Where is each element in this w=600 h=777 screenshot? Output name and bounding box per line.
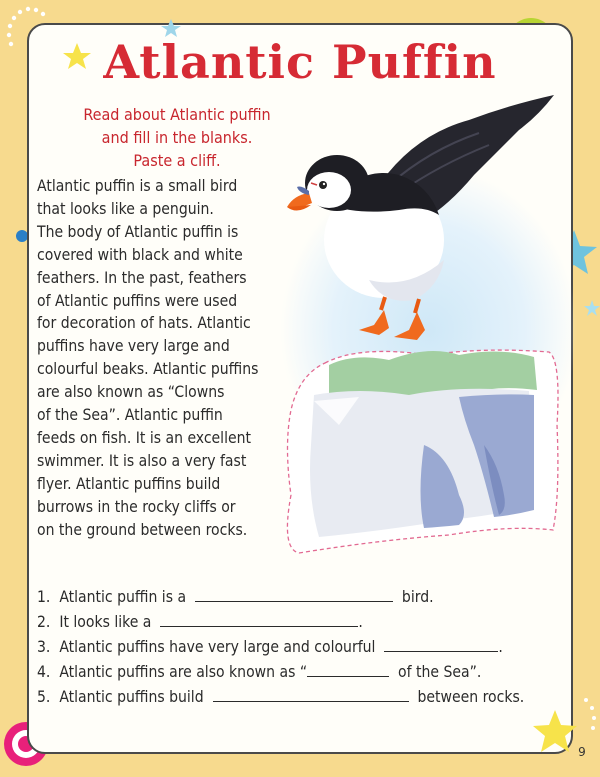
passage-line: Atlantic puffin is a small bird — [37, 177, 238, 195]
question-number: 4. — [37, 663, 51, 681]
passage-line: colourful beaks. Atlantic puffins — [37, 360, 259, 379]
worksheet-page — [27, 23, 586, 759]
question-5 — [37, 685, 577, 710]
reading-passage — [37, 175, 329, 542]
answer-blank[interactable] — [384, 637, 498, 652]
passage-line: puffins have very large and — [37, 337, 230, 356]
question-3 — [37, 635, 577, 660]
instructions — [57, 103, 297, 172]
passage-line: of Atlantic puffins were used — [37, 291, 238, 310]
passage-line: of the Sea”. Atlantic puffin — [37, 406, 223, 425]
question-number: 3. — [37, 638, 51, 656]
passage-line: for decoration of hats. Atlantic — [37, 314, 251, 333]
question-1 — [37, 585, 577, 610]
passage-line: are also known as “Clowns — [37, 383, 225, 402]
page-title: Atlantic Puffin — [103, 35, 497, 89]
passage-line: swimmer. It is also a very fast — [37, 451, 247, 470]
question-text: Atlantic puffins build — [59, 688, 204, 706]
page-number-star-icon — [533, 710, 577, 752]
dotted-decoration — [584, 698, 596, 730]
fill-in-blanks — [37, 585, 577, 710]
question-text-after: between rocks. — [417, 688, 525, 706]
answer-blank[interactable] — [307, 662, 389, 677]
question-text: Atlantic puffins have very large and colourful — [59, 638, 376, 656]
instruction-line: Read about Atlantic puffin — [83, 105, 271, 124]
answer-blank[interactable] — [160, 612, 358, 627]
answer-blank[interactable] — [213, 687, 409, 702]
question-text: It looks like a — [59, 613, 152, 631]
passage-line: feeds on fish. It is an excellent — [37, 428, 252, 447]
passage-line: covered with black and white — [37, 245, 243, 264]
small-star-icon — [584, 300, 600, 316]
passage-line: feathers. In the past, feathers — [37, 268, 247, 287]
question-text-after: of the Sea”. — [398, 663, 482, 681]
passage-line: burrows in the rocky cliffs or — [37, 497, 236, 516]
passage-line: that looks like a penguin. — [37, 199, 214, 218]
instruction-line: and fill in the blanks. — [101, 128, 253, 147]
page-number: 9 — [578, 745, 586, 759]
question-4 — [37, 660, 577, 685]
passage-line: flyer. Atlantic puffins build — [37, 474, 221, 493]
question-text: Atlantic puffin is a — [59, 588, 187, 606]
question-number: 1. — [37, 588, 51, 606]
question-number: 2. — [37, 613, 51, 631]
passage-line: on the ground between rocks. — [37, 520, 248, 539]
question-text-after: . — [498, 638, 503, 656]
instruction-line: Paste a cliff. — [133, 151, 221, 170]
question-text-after: . — [358, 613, 363, 631]
question-2 — [37, 610, 577, 635]
question-text-after: bird. — [401, 588, 434, 606]
question-text: Atlantic puffins are also known as “ — [59, 663, 308, 681]
answer-blank[interactable] — [195, 587, 393, 602]
passage-line: The body of Atlantic puffin is — [37, 222, 239, 241]
question-number: 5. — [37, 688, 51, 706]
